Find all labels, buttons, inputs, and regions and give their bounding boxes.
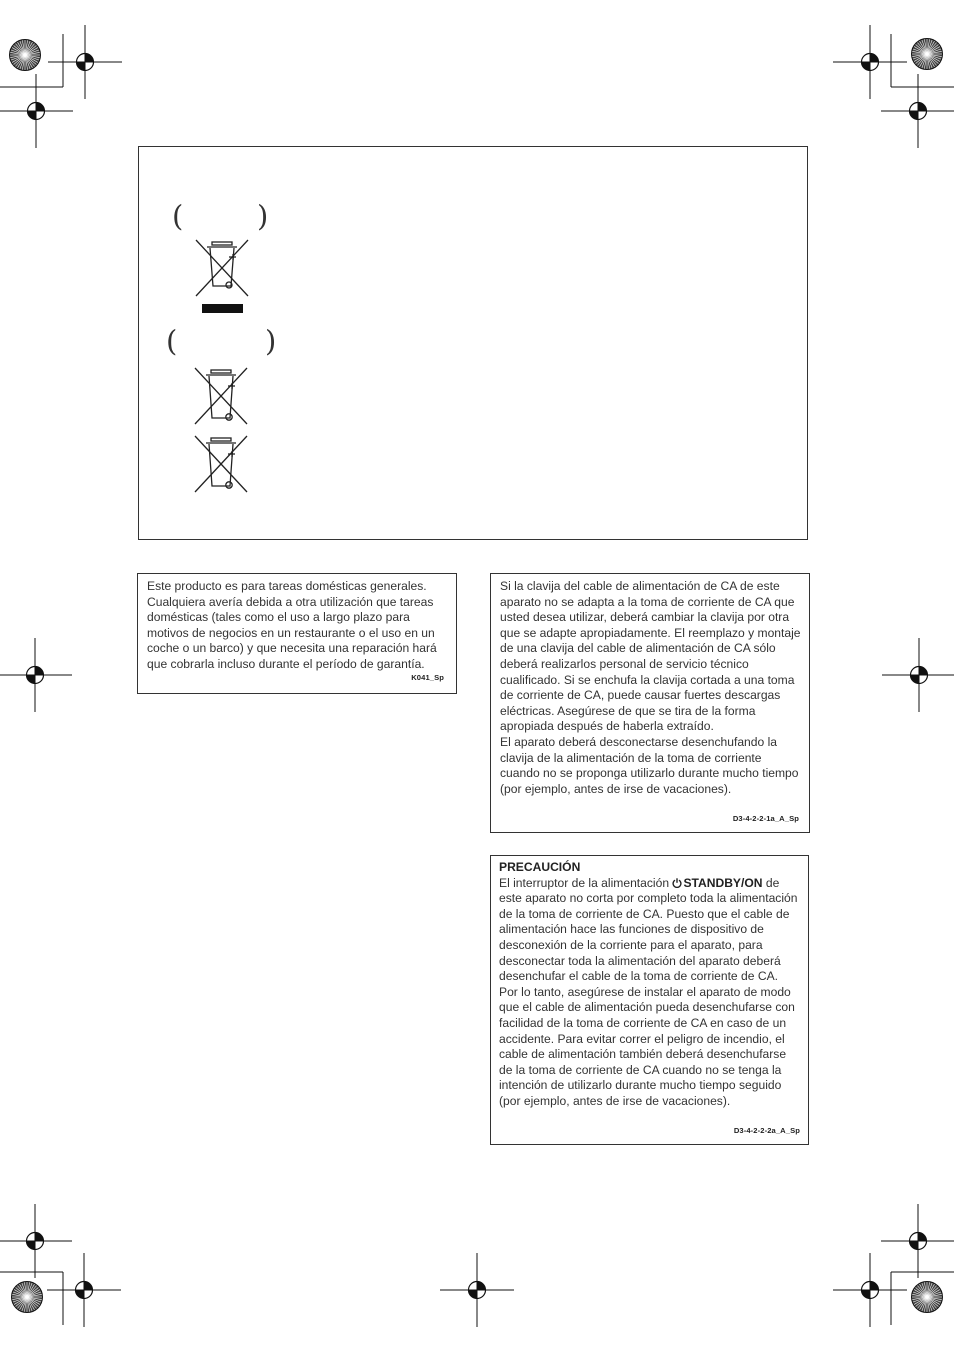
- registration-mark-icon: [0, 638, 72, 712]
- sunburst-target-icon: [912, 39, 943, 70]
- registration-mark-icon: [882, 638, 954, 712]
- power-plug-notice: [490, 573, 810, 833]
- standby-on-label: STANDBY/ON: [683, 875, 763, 890]
- registration-mark-icon: [440, 1253, 514, 1327]
- power-plug-paragraph-2: El aparato deberá desconectarse desenchufando la clavija de la alimentación de la toma de corriente cuando no se proponga utilizarlo durante mucho tiempo (por ejemplo, antes de irse de vacaciones).: [500, 734, 799, 796]
- notice-code: D3-4-2-2-1a_A_Sp: [732, 814, 799, 824]
- registration-mark-icon: [881, 1204, 954, 1278]
- domestic-use-notice: [137, 573, 457, 694]
- crossed-out-wheelie-bin-icon: [193, 434, 249, 494]
- power-standby-icon: [672, 878, 682, 888]
- notice-code: K041_Sp: [411, 673, 444, 683]
- left-parenthesis: (: [172, 199, 184, 233]
- left-parenthesis: (: [166, 324, 178, 358]
- registration-mark-icon: [48, 25, 122, 99]
- power-plug-paragraph-1: Si la clavija del cable de alimentación de CA de este aparato no se adapta a la toma de corriente de CA que usted desea utilizar, deberá cambiar la clavija por otra que se adapte apropiadamente. El reemplazo y montaje de una clavija del cable de alimentación de CA sólo deberá realizarlos personal de servicio técnico cualificado. Si se enchufa la clavija cortada a una toma de corriente de CA, puede causar fuertes descargas eléctricas. Asegúrese de que se tira de la forma apropiada después de haberla extraído.: [500, 579, 801, 734]
- caution-notice: [490, 855, 809, 1145]
- crossed-out-wheelie-bin-icon: [193, 366, 249, 426]
- registration-mark-icon: [833, 1253, 907, 1327]
- caution-text-start: El interruptor de la alimentación: [499, 875, 673, 890]
- registration-mark-icon: [0, 74, 73, 148]
- crossed-out-wheelie-bin-icon: [194, 238, 250, 298]
- registration-mark-icon: [833, 25, 907, 99]
- sunburst-target-icon: [12, 1282, 43, 1313]
- right-parenthesis: ): [265, 324, 277, 358]
- domestic-use-text: Este producto es para tareas domésticas generales. Cualquiera avería debida a otra utilización que tareas domésticas (tales como el uso a largo plazo para motivos de negocios en un restaurante o el uso en un coche o un barco) y que necesita una reparación hará que cobrarla incluso durante el período de garantía.: [147, 579, 437, 671]
- sunburst-target-icon: [10, 40, 41, 71]
- black-bar-mark: [202, 304, 243, 313]
- right-parenthesis: ): [257, 199, 269, 233]
- caution-text: [499, 876, 800, 1110]
- sunburst-target-icon: [912, 1282, 943, 1313]
- registration-mark-icon: [881, 74, 954, 148]
- notice-code: D3-4-2-2-2a_A_Sp: [733, 1126, 800, 1136]
- registration-mark-icon: [47, 1253, 121, 1327]
- registration-mark-icon: [0, 1204, 72, 1278]
- caution-text-end: de este aparato no corta por completo toda la alimentación de la toma de corriente de CA. Puesto que el cable de alimentación hace las funciones de dispositivo de desconexión de la corriente para el aparato, para desconectar toda la alimentación del aparato deberá desenchufar el cable de la toma de corriente de CA. Por lo tanto, asegúrese de instalar el aparato de modo que el cable de alimentación pueda desenchufarse con facilidad de la toma de corriente de CA en caso de un accidente. Para evitar correr el peligro de incendio, el cable de alimentación también deberá desenchufarse de la toma de corriente de CA cuando no se tenga la intención de utilizarlo durante mucho tiempo seguido (por ejemplo, antes de irse de vacaciones).: [499, 875, 798, 1108]
- caution-title: PRECAUCIÓN: [499, 860, 581, 874]
